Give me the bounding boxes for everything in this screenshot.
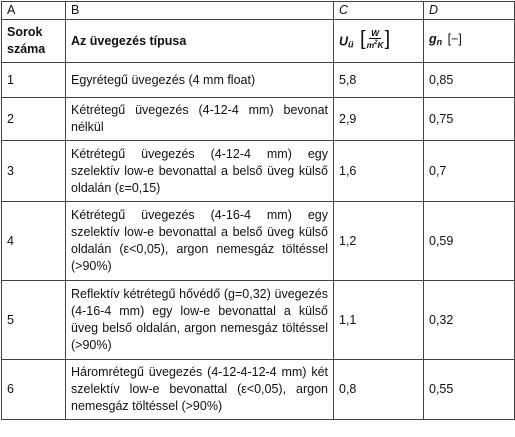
row-description: Kétrétegű üvegezés (4-12-4 mm) bevonat nélkül — [66, 98, 334, 141]
header-row — [2, 20, 515, 63]
table-row — [2, 141, 515, 202]
u-subscript: ü — [348, 39, 354, 50]
u-unit — [360, 29, 390, 50]
table-row — [2, 98, 515, 141]
table-row — [2, 63, 515, 98]
row-number: 6 — [2, 360, 66, 420]
row-u-value: 1,6 — [334, 141, 424, 202]
row-u-value: 5,8 — [334, 63, 424, 98]
row-g-value: 0,85 — [424, 63, 515, 98]
row-description: Kétrétegű üvegezés (4-16-4 mm) egy szelektív low-e bevonattal a belső üveg külső oldalán (ε<0,05), argon nemesgáz töltéssel (>90%) — [66, 202, 334, 281]
u-unit-bracket-right: ] — [384, 28, 391, 51]
table-row — [2, 360, 515, 420]
row-u-value: 0,8 — [334, 360, 424, 420]
row-number: 1 — [2, 63, 66, 98]
u-unit-denominator-tail: K — [377, 39, 384, 50]
u-unit-fraction — [367, 29, 384, 50]
u-unit-numerator: W — [371, 27, 380, 38]
table-row — [2, 202, 515, 281]
glazing-table — [1, 1, 515, 420]
g-subscript: n — [436, 37, 443, 47]
row-number: 5 — [2, 281, 66, 360]
column-letter-row — [2, 2, 515, 20]
column-letter-d: D — [424, 2, 515, 20]
row-g-value: 0,75 — [424, 98, 515, 141]
row-u-value: 2,9 — [334, 98, 424, 141]
row-g-value: 0,32 — [424, 281, 515, 360]
g-unit: [−] — [447, 32, 462, 46]
row-u-value: 1,1 — [334, 281, 424, 360]
u-unit-exponent: 2 — [374, 39, 378, 46]
row-number: 2 — [2, 98, 66, 141]
header-row-number-line1: Sorok — [7, 25, 43, 39]
header-u-value — [334, 20, 424, 63]
row-g-value: 0,59 — [424, 202, 515, 281]
u-unit-bracket-left: [ — [360, 28, 366, 51]
row-number: 4 — [2, 202, 66, 281]
column-letter-b: B — [66, 2, 334, 20]
row-g-value: 0,7 — [424, 141, 515, 202]
row-g-value: 0,55 — [424, 360, 515, 420]
row-description: Kétrétegű üvegezés (4-12-4 mm) egy szelektív low-e bevonattal a belső üveg külső oldalán (ε=0,15) — [66, 141, 334, 202]
header-glazing-type: Az üvegezés típusa — [66, 20, 334, 63]
column-letter-c: C — [334, 2, 424, 20]
u-unit-denominator-base: m — [366, 39, 375, 50]
header-row-number-line2: száma — [7, 42, 46, 56]
row-number: 3 — [2, 141, 66, 202]
column-letter-a: A — [2, 2, 66, 20]
header-row-number — [2, 20, 66, 63]
u-unit-denominator — [367, 39, 384, 50]
g-symbol: g — [429, 32, 437, 46]
row-description: Háromrétegű üvegezés (4-12-4-12-4 mm) két szelektív low-e bevonattal (ε<0,05), argon nemesgáz töltéssel (>90%) — [66, 360, 334, 420]
row-description: Reflektív kétrétegű hővédő (g=0,32) üvegezés (4-16-4 mm) egy low-e bevonattal a külső üveg belső oldalán, argon nemesgáz töltéssel (>90%) — [66, 281, 334, 360]
table-row — [2, 281, 515, 360]
header-g-value — [424, 20, 515, 63]
row-description: Egyrétegű üvegezés (4 mm float) — [66, 63, 334, 98]
u-symbol: U — [339, 34, 349, 49]
row-u-value: 1,2 — [334, 202, 424, 281]
